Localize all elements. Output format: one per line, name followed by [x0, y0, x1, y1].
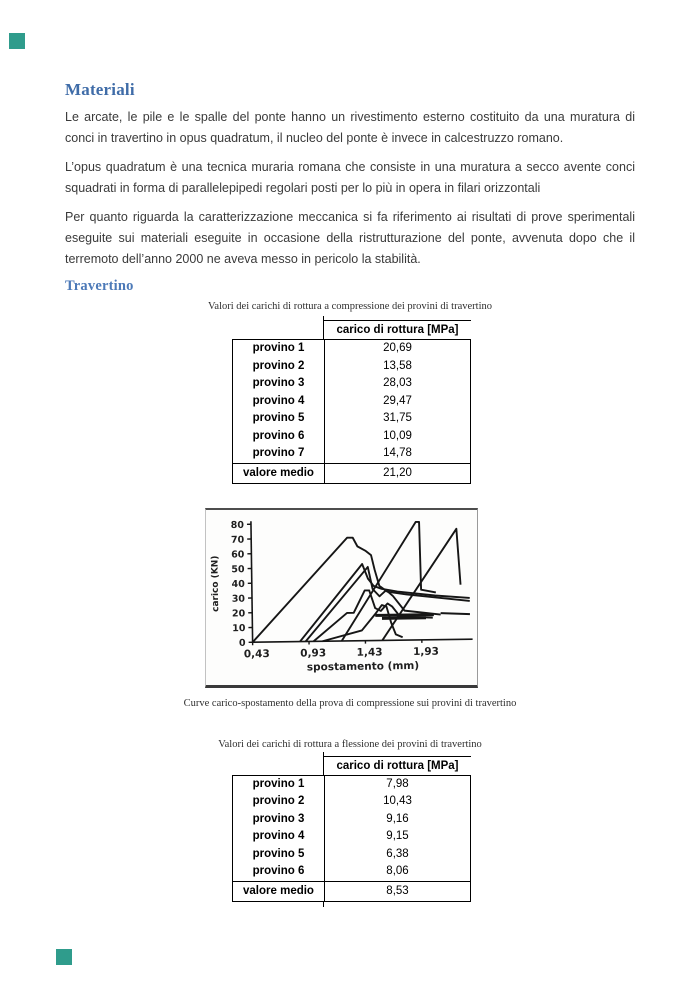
svg-text:40: 40 — [231, 578, 245, 590]
row-value: 9,16 — [386, 812, 409, 825]
document-content — [65, 80, 635, 902]
table-row — [233, 428, 470, 446]
row-label: provino 7 — [233, 445, 325, 463]
svg-text:70: 70 — [230, 534, 245, 546]
table-row — [233, 846, 470, 864]
table-divider-stub — [323, 752, 324, 756]
svg-text:30: 30 — [231, 593, 246, 605]
row-label: provino 1 — [233, 340, 325, 358]
paragraph-rivestimento: Le arcate, le pile e le spalle del ponte hanno un rivestimento esterno costituito da una muratura di conci in travertino in opus quadratum, il nucleo del ponte è invece in calcestruzzo romano. — [65, 110, 635, 145]
footer-label: valore medio — [233, 882, 325, 901]
svg-text:0: 0 — [238, 637, 246, 649]
row-value: 8,06 — [386, 865, 409, 877]
svg-text:0,43: 0,43 — [243, 647, 270, 660]
header-label: carico di rottura [MPa] — [324, 320, 471, 339]
table-body — [232, 340, 471, 463]
row-label: provino 3 — [233, 375, 325, 393]
row-value: 9,15 — [386, 830, 409, 842]
svg-text:0,93: 0,93 — [300, 646, 327, 660]
load-displacement-figure — [205, 508, 478, 688]
svg-text:1,93: 1,93 — [412, 645, 440, 658]
table-divider-stub — [323, 902, 324, 907]
teal-square-marker-bottom — [56, 949, 72, 965]
row-value: 10,43 — [383, 795, 412, 807]
table-body — [232, 776, 471, 881]
row-label: provino 2 — [233, 793, 325, 811]
table-row — [233, 445, 470, 463]
row-label: provino 1 — [233, 776, 325, 794]
row-value: 7,98 — [386, 777, 409, 790]
row-value: 13,58 — [383, 359, 412, 372]
paragraph-opus-quadratum: L’opus quadratum è una tecnica muraria romana che consiste in una muratura a secco avente conci squadrati in forma di parallelepipedi regolari posti per lo più in opera in filari orizzontali — [65, 160, 635, 195]
table-row — [233, 410, 470, 428]
table-row — [233, 393, 470, 411]
row-value: 20,69 — [383, 342, 412, 354]
footer-label: valore medio — [233, 464, 325, 483]
table-divider-stub — [323, 316, 324, 320]
table-header-row — [232, 320, 471, 340]
load-displacement-chart — [205, 508, 478, 687]
svg-text:10: 10 — [232, 622, 246, 634]
svg-text:20: 20 — [231, 607, 246, 620]
header-empty-cell — [232, 320, 324, 339]
svg-text:carico (KN): carico (KN) — [210, 555, 222, 612]
table-row — [233, 340, 470, 358]
table-compression-caption: Valori dei carichi di rottura a compressione dei provini di travertino — [208, 301, 492, 312]
table-row — [233, 811, 470, 829]
scan-tilt-wrapper — [205, 508, 478, 687]
row-value: 14,78 — [383, 447, 412, 459]
svg-text:50: 50 — [231, 563, 245, 575]
table-row — [233, 863, 470, 881]
svg-text:1,43: 1,43 — [356, 645, 383, 659]
row-value: 28,03 — [383, 377, 412, 389]
table-flexion-caption: Valori dei carichi di rottura a flessione dei provini di travertino — [218, 738, 482, 750]
table-footer-row — [232, 881, 471, 902]
row-label: provino 6 — [233, 863, 325, 881]
flexion-table — [232, 756, 471, 902]
footer-value: 21,20 — [383, 466, 412, 479]
row-label: provino 5 — [233, 846, 325, 864]
footer-value: 8,53 — [386, 884, 409, 897]
row-label: provino 6 — [233, 428, 325, 446]
chart-caption: Curve carico-spostamento della prova di compressione sui provini di travertino — [183, 697, 517, 709]
table-row — [233, 375, 470, 393]
row-label: provino 2 — [233, 358, 325, 376]
compression-table — [232, 320, 471, 484]
svg-text:spostamento (mm): spostamento (mm) — [306, 659, 420, 673]
section-heading-materiali: Materiali — [65, 80, 135, 99]
row-label: provino 3 — [233, 811, 325, 829]
table-row — [233, 793, 470, 811]
table-header-row — [232, 756, 471, 776]
row-label: provino 5 — [233, 410, 325, 428]
header-label: carico di rottura [MPa] — [324, 756, 471, 775]
row-value: 29,47 — [383, 394, 412, 407]
row-label: provino 4 — [233, 828, 325, 846]
section-heading-travertino: Travertino — [65, 278, 134, 294]
row-value: 31,75 — [383, 412, 412, 424]
svg-text:80: 80 — [230, 519, 245, 531]
row-value: 10,09 — [383, 429, 412, 442]
header-empty-cell — [232, 756, 324, 775]
paragraph-caratterizzazione: Per quanto riguarda la caratterizzazione meccanica si fa riferimento ai risultati di prove sperimentali eseguite sui materiali eseguite in occasione della ristrutturazione del ponte, avvenuta dopo che il terremoto dell’anno 2000 ne aveva messo in pericolo la stabilità. — [65, 210, 635, 266]
svg-text:60: 60 — [231, 548, 245, 561]
teal-square-marker-top — [9, 33, 25, 49]
row-label: provino 4 — [233, 393, 325, 411]
table-row — [233, 776, 470, 794]
row-value: 6,38 — [386, 847, 409, 860]
table-row — [233, 828, 470, 846]
table-footer-row — [232, 463, 471, 484]
table-row — [233, 358, 470, 376]
